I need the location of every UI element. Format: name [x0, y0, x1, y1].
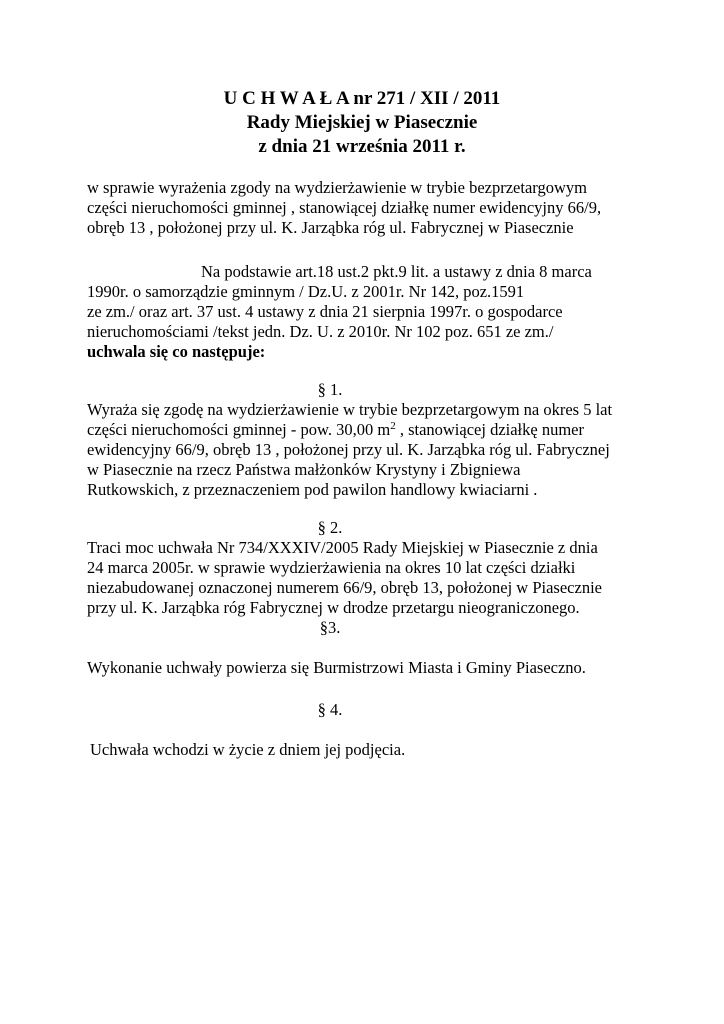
- section-1-line: Rutkowskich, z przeznaczeniem pod pawilon handlowy kwiaciarni .: [87, 480, 538, 499]
- section-1-text: , stanowiącej działkę numer: [395, 420, 584, 439]
- council-name-title: Rady Miejskiej w Piasecznie: [246, 112, 478, 133]
- section-2-line: przy ul. K. Jarząbka róg Fabrycznej w drodze przetargu nieograniczonego.: [87, 598, 580, 617]
- section-1-line: Wyraża się zgodę na wydzierżawienie w trybie bezprzetargowym na okres 5 lat: [87, 400, 613, 419]
- section-1-line: [87, 420, 584, 440]
- section-1-line: w Piasecznie na rzecz Państwa małżonków Krystyny i Zbigniewa: [87, 460, 521, 479]
- legal-basis-line: Na podstawie art.18 ust.2 pkt.9 lit. a ustawy z dnia 8 marca: [201, 262, 592, 281]
- legal-basis-line: 1990r. o samorządzie gminnym / Dz.U. z 2001r. Nr 142, poz.1591: [87, 282, 525, 301]
- subject-line: części nieruchomości gminnej , stanowiącej działkę numer ewidencyjny 66/9,: [87, 198, 602, 217]
- legal-basis-line: ze zm./ oraz art. 37 ust. 4 ustawy z dnia 21 sierpnia 1997r. o gospodarce: [87, 302, 563, 321]
- square-superscript: 2: [390, 420, 396, 432]
- resolves-statement: uchwala się co następuje:: [87, 342, 266, 361]
- section-1-line: ewidencyjny 66/9, obręb 13 , położonej przy ul. K. Jarząbka róg ul. Fabrycznej: [87, 440, 610, 459]
- subject-line: w sprawie wyrażenia zgody na wydzierżawienie w trybie bezprzetargowym: [87, 178, 587, 197]
- section-3-heading: §3.: [319, 618, 341, 637]
- section-4-heading: § 4.: [317, 700, 343, 719]
- section-3-line: Wykonanie uchwały powierza się Burmistrzowi Miasta i Gminy Piaseczno.: [87, 658, 586, 677]
- section-2-line: Traci moc uchwała Nr 734/XXXIV/2005 Rady Miejskiej w Piasecznie z dnia: [87, 538, 598, 557]
- resolution-number-title: U C H W A Ł A nr 271 / XII / 2011: [223, 88, 501, 109]
- section-1-heading: § 1.: [317, 380, 343, 399]
- section-2-heading: § 2.: [317, 518, 343, 537]
- section-1-text: części nieruchomości gminnej - pow. 30,00 m: [87, 420, 391, 439]
- section-2-line: 24 marca 2005r. w sprawie wydzierżawienia na okres 10 lat części działki: [87, 558, 576, 577]
- section-2-line: niezabudowanej oznaczonej numerem 66/9, obręb 13, położonej w Piasecznie: [87, 578, 602, 597]
- resolution-date-title: z dnia 21 września 2011 r.: [258, 136, 466, 157]
- section-4-line: Uchwała wchodzi w życie z dniem jej podjęcia.: [90, 740, 406, 759]
- subject-line: obręb 13 , położonej przy ul. K. Jarząbka róg ul. Fabrycznej w Piasecznie: [87, 218, 574, 237]
- legal-basis-line: nieruchomościami /tekst jedn. Dz. U. z 2010r. Nr 102 poz. 651 ze zm./: [87, 322, 554, 341]
